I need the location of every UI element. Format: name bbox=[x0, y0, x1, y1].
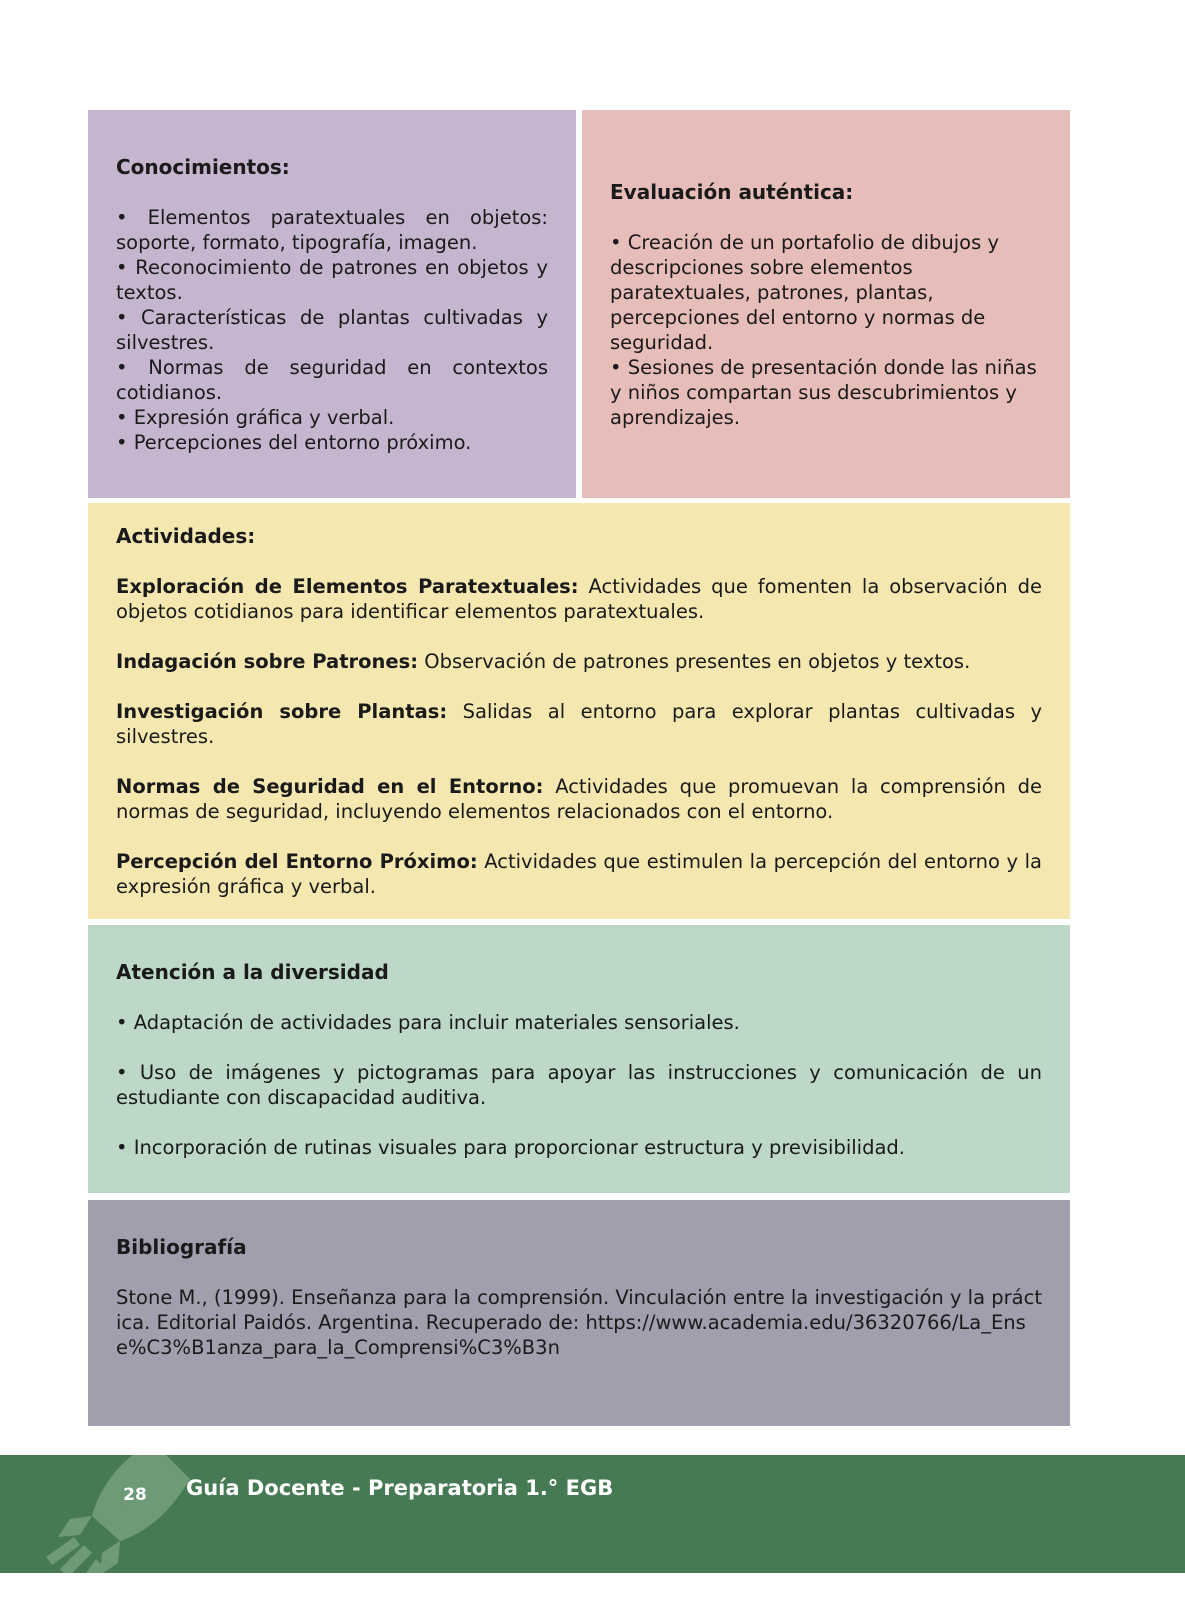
actividad-text: Observación de patrones presentes en objetos y textos. bbox=[418, 650, 971, 673]
actividad-title: Percepción del Entorno Próximo: bbox=[116, 850, 478, 873]
actividad-item bbox=[116, 574, 1042, 624]
actividad-text: Salidas al entorno para explorar plantas cultivadas y silvestres. bbox=[116, 700, 1043, 748]
conocimientos-item: • Elementos paratextuales en objetos: soporte, formato, tipografía, imagen. bbox=[116, 206, 548, 254]
actividad-text: Actividades que fomenten la observación de objetos cotidianos para identificar elementos paratextuales. bbox=[116, 575, 1042, 623]
diversidad-item: • Adaptación de actividades para incluir materiales sensoriales. bbox=[116, 1011, 740, 1034]
page-footer bbox=[0, 1455, 1185, 1573]
actividad-item bbox=[116, 699, 1042, 749]
footer-title: Guía Docente - Preparatoria 1.° EGB bbox=[186, 1476, 614, 1500]
bibliografia-panel bbox=[88, 1200, 1070, 1426]
bibliografia-heading: Bibliografía bbox=[116, 1235, 247, 1259]
actividad-title: Normas de Seguridad en el Entorno: bbox=[116, 775, 544, 798]
conocimientos-item: • Percepciones del entorno próximo. bbox=[116, 431, 472, 454]
page-number: 28 bbox=[117, 1477, 153, 1513]
actividad-item bbox=[116, 774, 1042, 824]
diversidad-panel bbox=[88, 925, 1070, 1193]
actividad-item bbox=[116, 849, 1042, 899]
actividad-item bbox=[116, 649, 1042, 674]
actividad-title: Indagación sobre Patrones: bbox=[116, 650, 419, 673]
conocimientos-item: • Normas de seguridad en contextos cotidianos. bbox=[116, 356, 548, 404]
conocimientos-item: • Características de plantas cultivadas y silvestres. bbox=[116, 306, 548, 354]
actividad-title: Exploración de Elementos Paratextuales: bbox=[116, 575, 579, 598]
evaluacion-item: • Creación de un portafolio de dibujos y descripciones sobre elementos paratextuales, patrones, plantas, percepciones del entorno y normas de seguridad. bbox=[610, 231, 1000, 354]
rocket-icon bbox=[40, 1455, 190, 1573]
actividad-title: Investigación sobre Plantas: bbox=[116, 700, 448, 723]
actividades-panel bbox=[88, 503, 1070, 919]
actividad-text: Actividades que promuevan la comprensión de normas de seguridad, incluyendo elementos relacionados con el entorno. bbox=[116, 775, 1042, 823]
conocimientos-item: • Expresión gráfica y verbal. bbox=[116, 406, 395, 429]
evaluacion-item: • Sesiones de presentación donde las niñas y niños compartan sus descubrimientos y aprendizajes. bbox=[610, 356, 1037, 429]
actividad-text: Actividades que estimulen la percepción del entorno y la expresión gráfica y verbal. bbox=[116, 850, 1043, 898]
diversidad-item: • Uso de imágenes y pictogramas para apoyar las instrucciones y comunicación de un estudiante con discapacidad auditiva. bbox=[116, 1061, 1042, 1109]
bibliografia-reference: Stone M., (1999). Enseñanza para la comprensión. Vinculación entre la investigación y la práctica. Editorial Paidós. Argentina. Recuperado de: https://www.academia.edu/36320766/La_Ense%C3%B1anza_para_la_Comprensi%C3%B3n bbox=[116, 1286, 1042, 1359]
actividades-heading: Actividades: bbox=[116, 524, 256, 548]
conocimientos-item: • Reconocimiento de patrones en objetos y textos. bbox=[116, 256, 548, 304]
evaluacion-panel bbox=[582, 110, 1070, 498]
diversidad-item: • Incorporación de rutinas visuales para proporcionar estructura y previsibilidad. bbox=[116, 1136, 905, 1159]
evaluacion-heading: Evaluación auténtica: bbox=[610, 180, 854, 204]
conocimientos-heading: Conocimientos: bbox=[116, 155, 290, 179]
conocimientos-panel bbox=[88, 110, 576, 498]
diversidad-heading: Atención a la diversidad bbox=[116, 960, 389, 984]
